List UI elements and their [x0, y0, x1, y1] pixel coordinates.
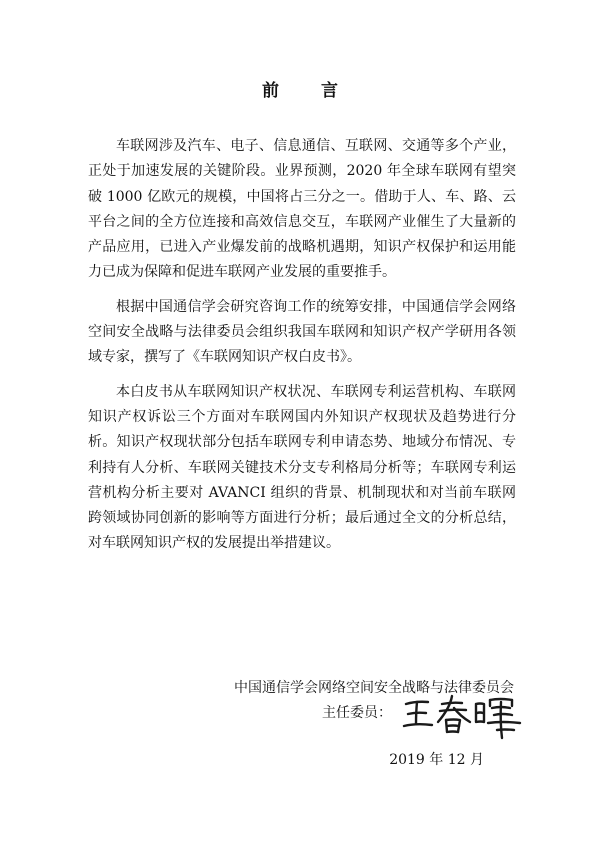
organization-name: 中国通信学会网络空间安全战略与法律委员会	[234, 680, 514, 696]
paragraph-2: 根据中国通信学会研究咨询工作的统筹安排，中国通信学会网络空间安全战略与法律委员会组织我国车联网和知识产权产学研用各领域专家，撰写了《车联网知识产权白皮书》。	[88, 298, 516, 366]
page-title: 前 言	[262, 81, 356, 101]
paragraph-3: 本白皮书从车联网知识产权状况、车联网专利运营机构、车联网知识产权诉讼三个方面对车联网国内外知识产权现状及趋势进行分析。知识产权现状部分包括车联网专利申请态势、地域分布情况、专利持有人分析、车联网关键技术分支专利格局分析等；车联网专利运营机构分析主要对 AVANCI 组织的背景、机制现状和对当前车联网跨领域协同创新的影响等方面进行分析；最后通过全文的分析总结，对车联网知识产权的发展提出举措建议。	[88, 383, 516, 552]
date: 2019 年 12 月	[389, 752, 484, 768]
chair-label: 主任委员：	[322, 705, 392, 721]
body-text	[88, 134, 516, 566]
handwritten-signature	[402, 692, 524, 740]
paragraph-1: 车联网涉及汽车、电子、信息通信、互联网、交通等多个产业，正处于加速发展的关键阶段。业界预测，2020 年全球车联网有望突破 1000 亿欧元的规模，中国将占三分之一。借助于人、车、路、云平台之间的全方位连接和高效信息交互，车联网产业催生了大量新的产品应用，已进入产业爆发前的战略机遇期，知识产权保护和运用能力已成为保障和促进车联网产业发展的重要推手。	[88, 138, 516, 281]
